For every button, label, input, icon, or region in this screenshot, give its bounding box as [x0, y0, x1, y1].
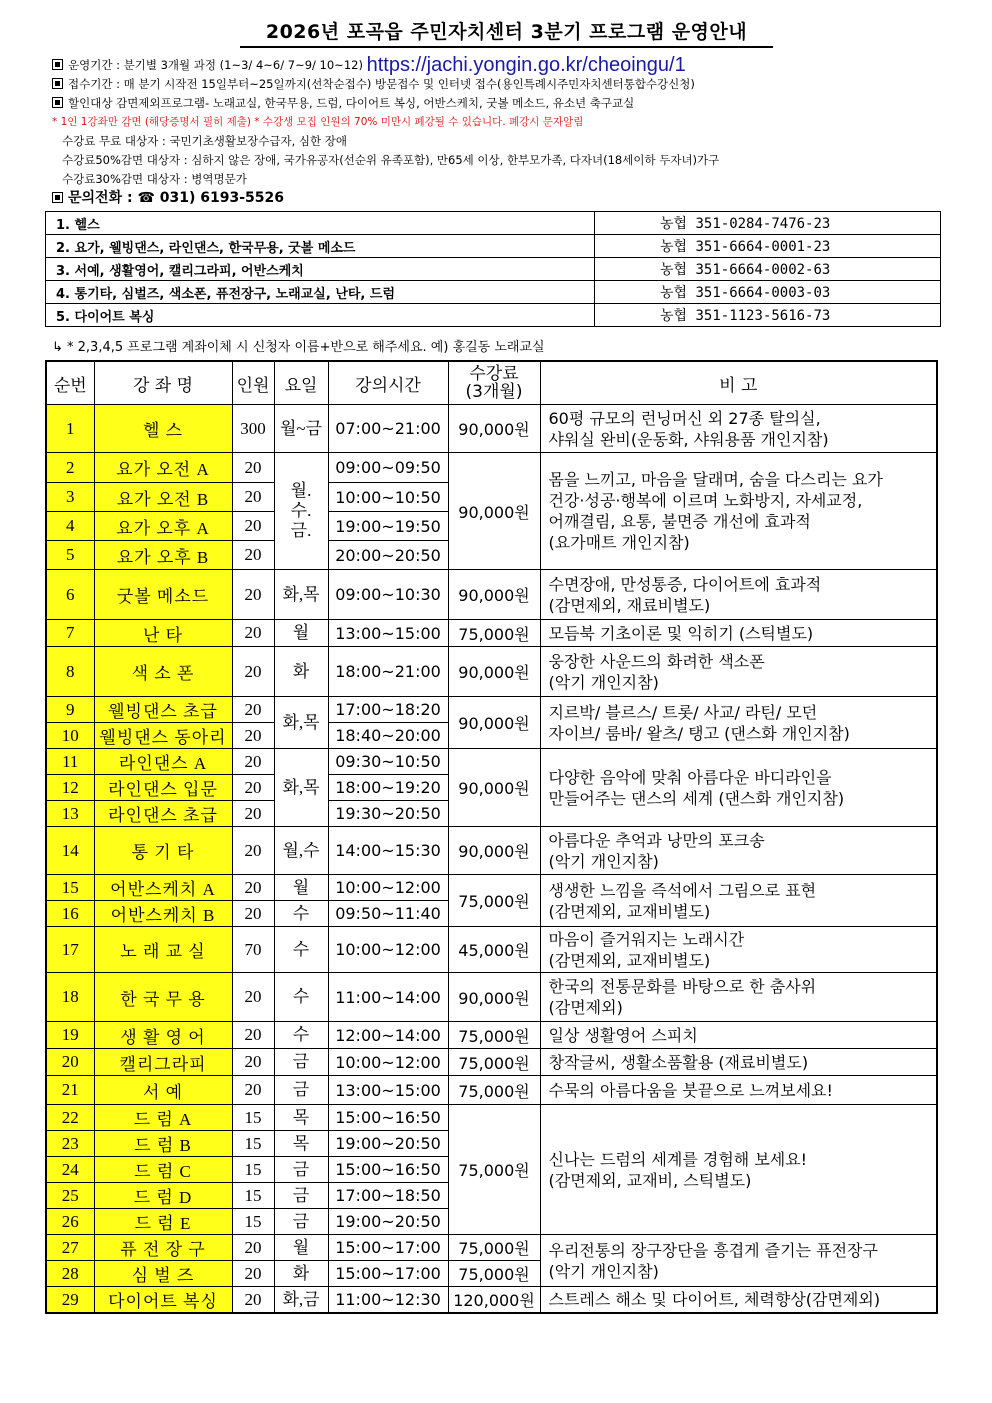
row-number: 5: [46, 541, 94, 570]
remarks: 60평 규모의 런닝머신 외 27종 탈의실, 샤워실 완비(운동화, 샤워용품 개인지참): [540, 405, 937, 453]
class-time: 15:00~16:50: [328, 1105, 448, 1131]
row-number: 28: [46, 1261, 94, 1287]
class-time: 15:00~17:00: [328, 1235, 448, 1261]
remarks: 마음이 즐거워지는 노래시간 (감면제외, 교재비별도): [540, 927, 937, 973]
day: 월~금: [274, 405, 328, 453]
class-time: 19:00~20:50: [328, 1209, 448, 1235]
class-time: 19:30~20:50: [328, 801, 448, 827]
day: 화,목: [274, 570, 328, 620]
fee: 75,000원: [448, 620, 540, 647]
reception-text: 접수기간 : 매 분기 시작전 15일부터~25일까지(선착순접수) 방문접수 및 인터넷 접수(용인특례시주민자치센터통합수강신청): [68, 77, 695, 91]
row-number: 23: [46, 1131, 94, 1157]
class-time: 12:00~14:00: [328, 1022, 448, 1049]
table-row: [46, 1022, 937, 1049]
capacity: 15: [232, 1131, 274, 1157]
account-program: 5. 다이어트 복싱: [46, 304, 595, 327]
capacity: 20: [232, 453, 274, 483]
capacity: 20: [232, 1287, 274, 1314]
class-time: 07:00~21:00: [328, 405, 448, 453]
remarks: 창작글씨, 생활소품활용 (재료비별도): [540, 1049, 937, 1076]
account-number: 농협 351-6664-0003-03: [595, 281, 941, 304]
fee: 75,000원: [448, 1022, 540, 1049]
account-program: 1. 헬스: [46, 212, 595, 235]
class-time: 20:00~20:50: [328, 541, 448, 570]
account-row: [46, 281, 941, 304]
capacity: 20: [232, 1022, 274, 1049]
account-program: 3. 서예, 생활영어, 캘리그라피, 어반스케치: [46, 258, 595, 281]
info-section: [52, 56, 952, 208]
header-name: 강 좌 명: [94, 361, 232, 405]
account-row: [46, 235, 941, 258]
fee: 120,000원: [448, 1287, 540, 1314]
table-row: [46, 749, 937, 775]
day: 화,목: [274, 697, 328, 749]
row-number: 8: [46, 647, 94, 697]
day: 월. 수. 금.: [274, 453, 328, 570]
row-number: 1: [46, 405, 94, 453]
info-free: 수강료 무료 대상자 : 국민기초생활보장수급자, 심한 장애: [62, 134, 347, 148]
account-number: 농협 351-0284-7476-23: [595, 212, 941, 235]
day: 화: [274, 1261, 328, 1287]
course-name: 굿볼 메소드: [94, 570, 232, 620]
capacity: 20: [232, 697, 274, 723]
header-time: 강의시간: [328, 361, 448, 405]
course-name: 통 기 타: [94, 827, 232, 875]
header-fee-period: (3개월): [465, 382, 523, 402]
account-program: 2. 요가, 웰빙댄스, 라인댄스, 한국무용, 굿볼 메소드: [46, 235, 595, 258]
fee: 90,000원: [448, 697, 540, 749]
fee: 90,000원: [448, 405, 540, 453]
class-time: 11:00~12:30: [328, 1287, 448, 1314]
course-name: 생 활 영 어: [94, 1022, 232, 1049]
page-title: 2026년 포곡읍 주민자치센터 3분기 프로그램 운영안내: [240, 20, 773, 48]
fee: 90,000원: [448, 749, 540, 827]
header-day: 요일: [274, 361, 328, 405]
row-number: 12: [46, 775, 94, 801]
info-half: 수강료50%감면 대상자 : 심하지 않은 장애, 국가유공자(선순위 유족포함), 만65세 이상, 한부모가족, 다자녀(18세이하 두자녀)가구: [62, 153, 720, 167]
class-time: 10:00~12:00: [328, 1049, 448, 1076]
fee: 45,000원: [448, 927, 540, 973]
row-number: 16: [46, 901, 94, 927]
row-number: 17: [46, 927, 94, 973]
remarks: 수묵의 아름다움을 붓끝으로 느껴보세요!: [540, 1076, 937, 1105]
program-table: [45, 360, 938, 1314]
capacity: 20: [232, 570, 274, 620]
class-time: 11:00~14:00: [328, 973, 448, 1022]
table-row: [46, 1076, 937, 1105]
fee: 75,000원: [448, 1049, 540, 1076]
capacity: 20: [232, 647, 274, 697]
course-name: 다이어트 복싱: [94, 1287, 232, 1314]
day: 월: [274, 620, 328, 647]
account-number: 농협 351-1123-5616-73: [595, 304, 941, 327]
fee: 90,000원: [448, 973, 540, 1022]
course-name: 요가 오후 A: [94, 512, 232, 541]
course-name: 라인댄스 A: [94, 749, 232, 775]
info-red-note: * 1인 1강좌만 감면 (해당증명서 필히 제출) * 수강생 모집 인원의 70% 미만시 폐강될 수 있습니다. 폐강시 문자알림: [52, 116, 584, 128]
table-row: [46, 927, 937, 973]
day: 월,수: [274, 827, 328, 875]
day: 화: [274, 647, 328, 697]
capacity: 300: [232, 405, 274, 453]
class-time: 18:00~19:20: [328, 775, 448, 801]
course-name: 색 소 폰: [94, 647, 232, 697]
square-bullet-icon: [52, 78, 63, 89]
header-fee: [448, 361, 540, 405]
fee: 75,000원: [448, 1076, 540, 1105]
class-time: 13:00~15:00: [328, 1076, 448, 1105]
remarks: 한국의 전통문화를 바탕으로 한 춤사위 (감면제외): [540, 973, 937, 1022]
fee: 75,000원: [448, 1105, 540, 1235]
day: 화,금: [274, 1287, 328, 1314]
course-name: 웰빙댄스 동아리: [94, 723, 232, 749]
day: 목: [274, 1105, 328, 1131]
row-number: 19: [46, 1022, 94, 1049]
square-bullet-icon: [52, 192, 63, 203]
header-cap: 인원: [232, 361, 274, 405]
class-time: 10:00~12:00: [328, 875, 448, 901]
remarks: 몸을 느끼고, 마음을 달래며, 숨을 다스리는 요가 건강·성공·행복에 이르며 노화방지, 자세교정, 어깨결림, 요통, 불면증 개선에 효과적 (요가매트 개인지참): [540, 453, 937, 570]
table-row: [46, 973, 937, 1022]
fee: 75,000원: [448, 1261, 540, 1287]
course-name: 요가 오후 B: [94, 541, 232, 570]
fee: 90,000원: [448, 570, 540, 620]
table-row: [46, 1287, 937, 1314]
class-time: 15:00~16:50: [328, 1157, 448, 1183]
day: 화,목: [274, 749, 328, 827]
table-row: [46, 405, 937, 453]
class-time: 17:00~18:50: [328, 1183, 448, 1209]
fee: 75,000원: [448, 1235, 540, 1261]
class-time: 09:50~11:40: [328, 901, 448, 927]
capacity: 20: [232, 801, 274, 827]
header-remarks: 비 고: [540, 361, 937, 405]
course-name: 웰빙댄스 초급: [94, 697, 232, 723]
class-time: 09:00~10:30: [328, 570, 448, 620]
website-link[interactable]: https://jachi.yongin.go.kr/cheoingu/1: [366, 56, 686, 75]
row-number: 20: [46, 1049, 94, 1076]
remarks: 지르박/ 블르스/ 트롯/ 사교/ 라틴/ 모던 자이브/ 룸바/ 왈츠/ 탱고 (댄스화 개인지참): [540, 697, 937, 749]
capacity: 20: [232, 1076, 274, 1105]
account-row: [46, 212, 941, 235]
course-name: 어반스케치 B: [94, 901, 232, 927]
table-row: [46, 1049, 937, 1076]
course-name: 라인댄스 입문: [94, 775, 232, 801]
remarks: 우리전통의 장구장단을 흥겹게 즐기는 퓨전장구 (악기 개인지참): [540, 1235, 937, 1287]
remarks: 다양한 음악에 맞춰 아름다운 바디라인을 만들어주는 댄스의 세계 (댄스화 개인지참): [540, 749, 937, 827]
table-row: [46, 827, 937, 875]
row-number: 21: [46, 1076, 94, 1105]
fee: 90,000원: [448, 453, 540, 570]
course-name: 요가 오전 A: [94, 453, 232, 483]
class-time: 19:00~19:50: [328, 512, 448, 541]
remarks: 모듬북 기초이론 및 익히기 (스틱별도): [540, 620, 937, 647]
capacity: 20: [232, 1261, 274, 1287]
row-number: 7: [46, 620, 94, 647]
account-number: 농협 351-6664-0002-63: [595, 258, 941, 281]
remarks: 신나는 드럼의 세계를 경험해 보세요! (감면제외, 교재비, 스틱별도): [540, 1105, 937, 1235]
remarks: 일상 생활영어 스피치: [540, 1022, 937, 1049]
period-text: 운영기간 : 분기별 3개월 과정 (1~3/ 4~6/ 7~9/ 10~12): [68, 58, 363, 72]
table-row: [46, 620, 937, 647]
row-number: 2: [46, 453, 94, 483]
course-name: 드 럼 C: [94, 1157, 232, 1183]
remarks: 아름다운 추억과 낭만의 포크송 (악기 개인지참): [540, 827, 937, 875]
fee: 90,000원: [448, 647, 540, 697]
class-time: 10:00~10:50: [328, 483, 448, 512]
row-number: 15: [46, 875, 94, 901]
info-period: [52, 56, 952, 75]
capacity: 15: [232, 1209, 274, 1235]
row-number: 4: [46, 512, 94, 541]
class-time: 17:00~18:20: [328, 697, 448, 723]
course-name: 난 타: [94, 620, 232, 647]
info-reception: [52, 75, 952, 94]
account-row: [46, 258, 941, 281]
info-discount: [52, 94, 952, 113]
row-number: 6: [46, 570, 94, 620]
info-thirty: 수강료30%감면 대상자 : 병역명문가: [62, 172, 247, 186]
course-name: 노 래 교 실: [94, 927, 232, 973]
class-time: 18:40~20:00: [328, 723, 448, 749]
capacity: 20: [232, 512, 274, 541]
capacity: 70: [232, 927, 274, 973]
class-time: 10:00~12:00: [328, 927, 448, 973]
header-fee-label: 수강료: [469, 364, 519, 384]
row-number: 13: [46, 801, 94, 827]
day: 금: [274, 1076, 328, 1105]
course-name: 라인댄스 초급: [94, 801, 232, 827]
row-number: 29: [46, 1287, 94, 1314]
row-number: 3: [46, 483, 94, 512]
capacity: 20: [232, 620, 274, 647]
class-time: 15:00~17:00: [328, 1261, 448, 1287]
course-name: 드 럼 A: [94, 1105, 232, 1131]
course-name: 한 국 무 용: [94, 973, 232, 1022]
row-number: 24: [46, 1157, 94, 1183]
class-time: 18:00~21:00: [328, 647, 448, 697]
day: 월: [274, 1235, 328, 1261]
row-number: 11: [46, 749, 94, 775]
day: 금: [274, 1209, 328, 1235]
row-number: 18: [46, 973, 94, 1022]
account-note: ↳ * 2,3,4,5 프로그램 계좌이체 시 신청자 이름+반으로 해주세요. 예) 홍길동 노래교실: [52, 340, 545, 355]
phone-text: 문의전화 : ☎ 031) 6193-5526: [68, 190, 284, 206]
capacity: 20: [232, 723, 274, 749]
course-name: 서 예: [94, 1076, 232, 1105]
day: 목: [274, 1131, 328, 1157]
account-row: [46, 304, 941, 327]
class-time: 09:00~09:50: [328, 453, 448, 483]
day: 수: [274, 1022, 328, 1049]
row-number: 27: [46, 1235, 94, 1261]
day: 수: [274, 927, 328, 973]
capacity: 20: [232, 901, 274, 927]
course-name: 캘리그라피: [94, 1049, 232, 1076]
row-number: 26: [46, 1209, 94, 1235]
table-row: [46, 647, 937, 697]
remarks: 스트레스 해소 및 다이어트, 체력향상(감면제외): [540, 1287, 937, 1314]
course-name: 드 럼 B: [94, 1131, 232, 1157]
day: 수: [274, 901, 328, 927]
table-header-row: [46, 361, 937, 405]
capacity: 20: [232, 541, 274, 570]
row-number: 22: [46, 1105, 94, 1131]
capacity: 15: [232, 1157, 274, 1183]
course-name: 심 벌 즈: [94, 1261, 232, 1287]
row-number: 9: [46, 697, 94, 723]
square-bullet-icon: [52, 59, 63, 70]
capacity: 20: [232, 827, 274, 875]
capacity: 20: [232, 875, 274, 901]
day: 금: [274, 1157, 328, 1183]
day: 금: [274, 1183, 328, 1209]
course-name: 요가 오전 B: [94, 483, 232, 512]
day: 금: [274, 1049, 328, 1076]
fee: 75,000원: [448, 875, 540, 927]
account-program: 4. 통기타, 심벌즈, 색소폰, 퓨전장구, 노래교실, 난타, 드럼: [46, 281, 595, 304]
table-row: [46, 697, 937, 723]
remarks: 생생한 느낌을 즉석에서 그림으로 표현 (감면제외, 교재비별도): [540, 875, 937, 927]
row-number: 14: [46, 827, 94, 875]
table-row: [46, 875, 937, 901]
class-time: 14:00~15:30: [328, 827, 448, 875]
course-name: 헬 스: [94, 405, 232, 453]
capacity: 20: [232, 775, 274, 801]
row-number: 10: [46, 723, 94, 749]
capacity: 15: [232, 1183, 274, 1209]
square-bullet-icon: [52, 97, 63, 108]
table-row: [46, 1235, 937, 1261]
account-number: 농협 351-6664-0001-23: [595, 235, 941, 258]
capacity: 20: [232, 1235, 274, 1261]
remarks: 수면장애, 만성통증, 다이어트에 효과적 (감면제외, 재료비별도): [540, 570, 937, 620]
class-time: 09:30~10:50: [328, 749, 448, 775]
course-name: 드 럼 E: [94, 1209, 232, 1235]
table-row: [46, 1105, 937, 1131]
account-table: [45, 211, 941, 327]
class-time: 13:00~15:00: [328, 620, 448, 647]
course-name: 퓨 전 장 구: [94, 1235, 232, 1261]
header-no: 순번: [46, 361, 94, 405]
row-number: 25: [46, 1183, 94, 1209]
capacity: 15: [232, 1105, 274, 1131]
table-row: [46, 570, 937, 620]
capacity: 20: [232, 973, 274, 1022]
capacity: 20: [232, 749, 274, 775]
capacity: 20: [232, 483, 274, 512]
course-name: 드 럼 D: [94, 1183, 232, 1209]
day: 수: [274, 973, 328, 1022]
capacity: 20: [232, 1049, 274, 1076]
discount-text: 할인대상 감면제외프로그램- 노래교실, 한국무용, 드럼, 다이어트 복싱, 어반스케치, 굿볼 메소드, 유소년 축구교실: [68, 96, 635, 110]
day: 월: [274, 875, 328, 901]
fee: 90,000원: [448, 827, 540, 875]
table-row: [46, 453, 937, 483]
info-phone: [52, 189, 952, 208]
remarks: 웅장한 사운드의 화려한 색소폰 (악기 개인지참): [540, 647, 937, 697]
class-time: 19:00~20:50: [328, 1131, 448, 1157]
course-name: 어반스케치 A: [94, 875, 232, 901]
